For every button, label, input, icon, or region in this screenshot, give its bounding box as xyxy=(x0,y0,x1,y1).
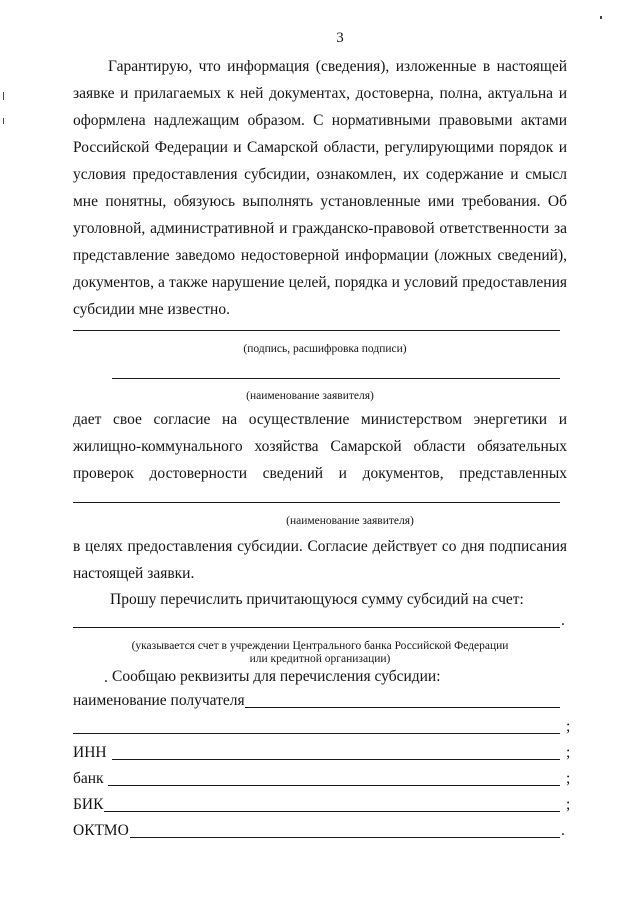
bik-field[interactable] xyxy=(104,811,560,812)
guarantee-line: условия предоставления субсидии, ознакомлен, их содержание и смысл xyxy=(73,166,567,183)
transfer-request: Прошу перечислить причитающуюся сумму субсидий на счет: xyxy=(110,591,524,608)
purpose-line: в целях предоставления субсидии. Согласие действует со дня подписания xyxy=(73,538,567,555)
recipient-label: наименование получателя xyxy=(73,692,245,709)
oktmo-field[interactable] xyxy=(130,837,560,838)
guarantee-line: субсидии мне известно. xyxy=(73,301,230,318)
requisites-intro: Сообщаю реквизиты для перечисления субсидии: xyxy=(112,668,441,685)
account-line[interactable] xyxy=(73,627,560,628)
inn-field[interactable] xyxy=(112,759,560,760)
applicant-name-line-2[interactable] xyxy=(73,502,560,503)
account-line-end: . xyxy=(561,612,565,629)
guarantee-line: мне понятны, обязуюсь выполнять установленные ими требования. Об xyxy=(73,193,567,210)
semicolon: ; xyxy=(566,770,571,787)
guarantee-line: Российской Федерации и Самарской области, регулирующими порядок и xyxy=(73,139,567,156)
guarantee-line: Гарантирую, что информация (сведения), изложенные в настоящей xyxy=(108,58,567,75)
applicant-caption-2: (наименование заявителя) xyxy=(286,515,414,527)
guarantee-line: представление заведомо недостоверной информации (ложных сведений), xyxy=(73,247,567,264)
semicolon: ; xyxy=(566,744,571,761)
scan-speck xyxy=(3,92,4,100)
scan-speck xyxy=(600,16,602,19)
guarantee-line: заявке и прилагаемых к ней документах, достоверна, полна, актуальна и xyxy=(73,85,567,102)
purpose-line: настоящей заявки. xyxy=(73,565,195,582)
scan-speck xyxy=(3,118,4,124)
guarantee-line: оформлена надлежащим образом. С нормативными правовыми актами xyxy=(73,112,567,129)
bank-label: банк xyxy=(73,770,104,787)
guarantee-line: документов, а также нарушение целей, порядка и условий предоставления xyxy=(73,274,567,291)
account-caption: (указывается счет в учреждении Центрального банка Российской Федерации xyxy=(131,640,509,652)
recipient-field[interactable] xyxy=(245,707,560,708)
page-number: 3 xyxy=(336,30,344,46)
semicolon: ; xyxy=(566,718,571,735)
guarantee-line: уголовной, административной и гражданско-правовой ответственности за xyxy=(73,220,567,237)
account-caption-2: или кредитной организации) xyxy=(249,653,391,665)
semicolon: ; xyxy=(566,796,571,813)
consent-line: проверок достоверности сведений и документов, представленных xyxy=(73,465,567,482)
oktmo-label: ОКТМО xyxy=(73,822,129,839)
stray-mark: . xyxy=(104,669,108,686)
bik-label: БИК xyxy=(73,796,104,813)
period: . xyxy=(561,822,565,839)
inn-label: ИНН xyxy=(73,744,107,761)
recipient-field-2[interactable] xyxy=(73,733,560,734)
applicant-name-line[interactable] xyxy=(112,378,560,379)
bank-field[interactable] xyxy=(108,785,560,786)
applicant-caption: (наименование заявителя) xyxy=(246,390,374,402)
consent-line: жилищно-коммунального хозяйства Самарской области обязательных xyxy=(73,438,567,455)
signature-caption: (подпись, расшифровка подписи) xyxy=(243,343,407,355)
consent-line: дает свое согласие на осуществление министерством энергетики и xyxy=(73,411,567,428)
signature-line[interactable] xyxy=(73,330,560,331)
